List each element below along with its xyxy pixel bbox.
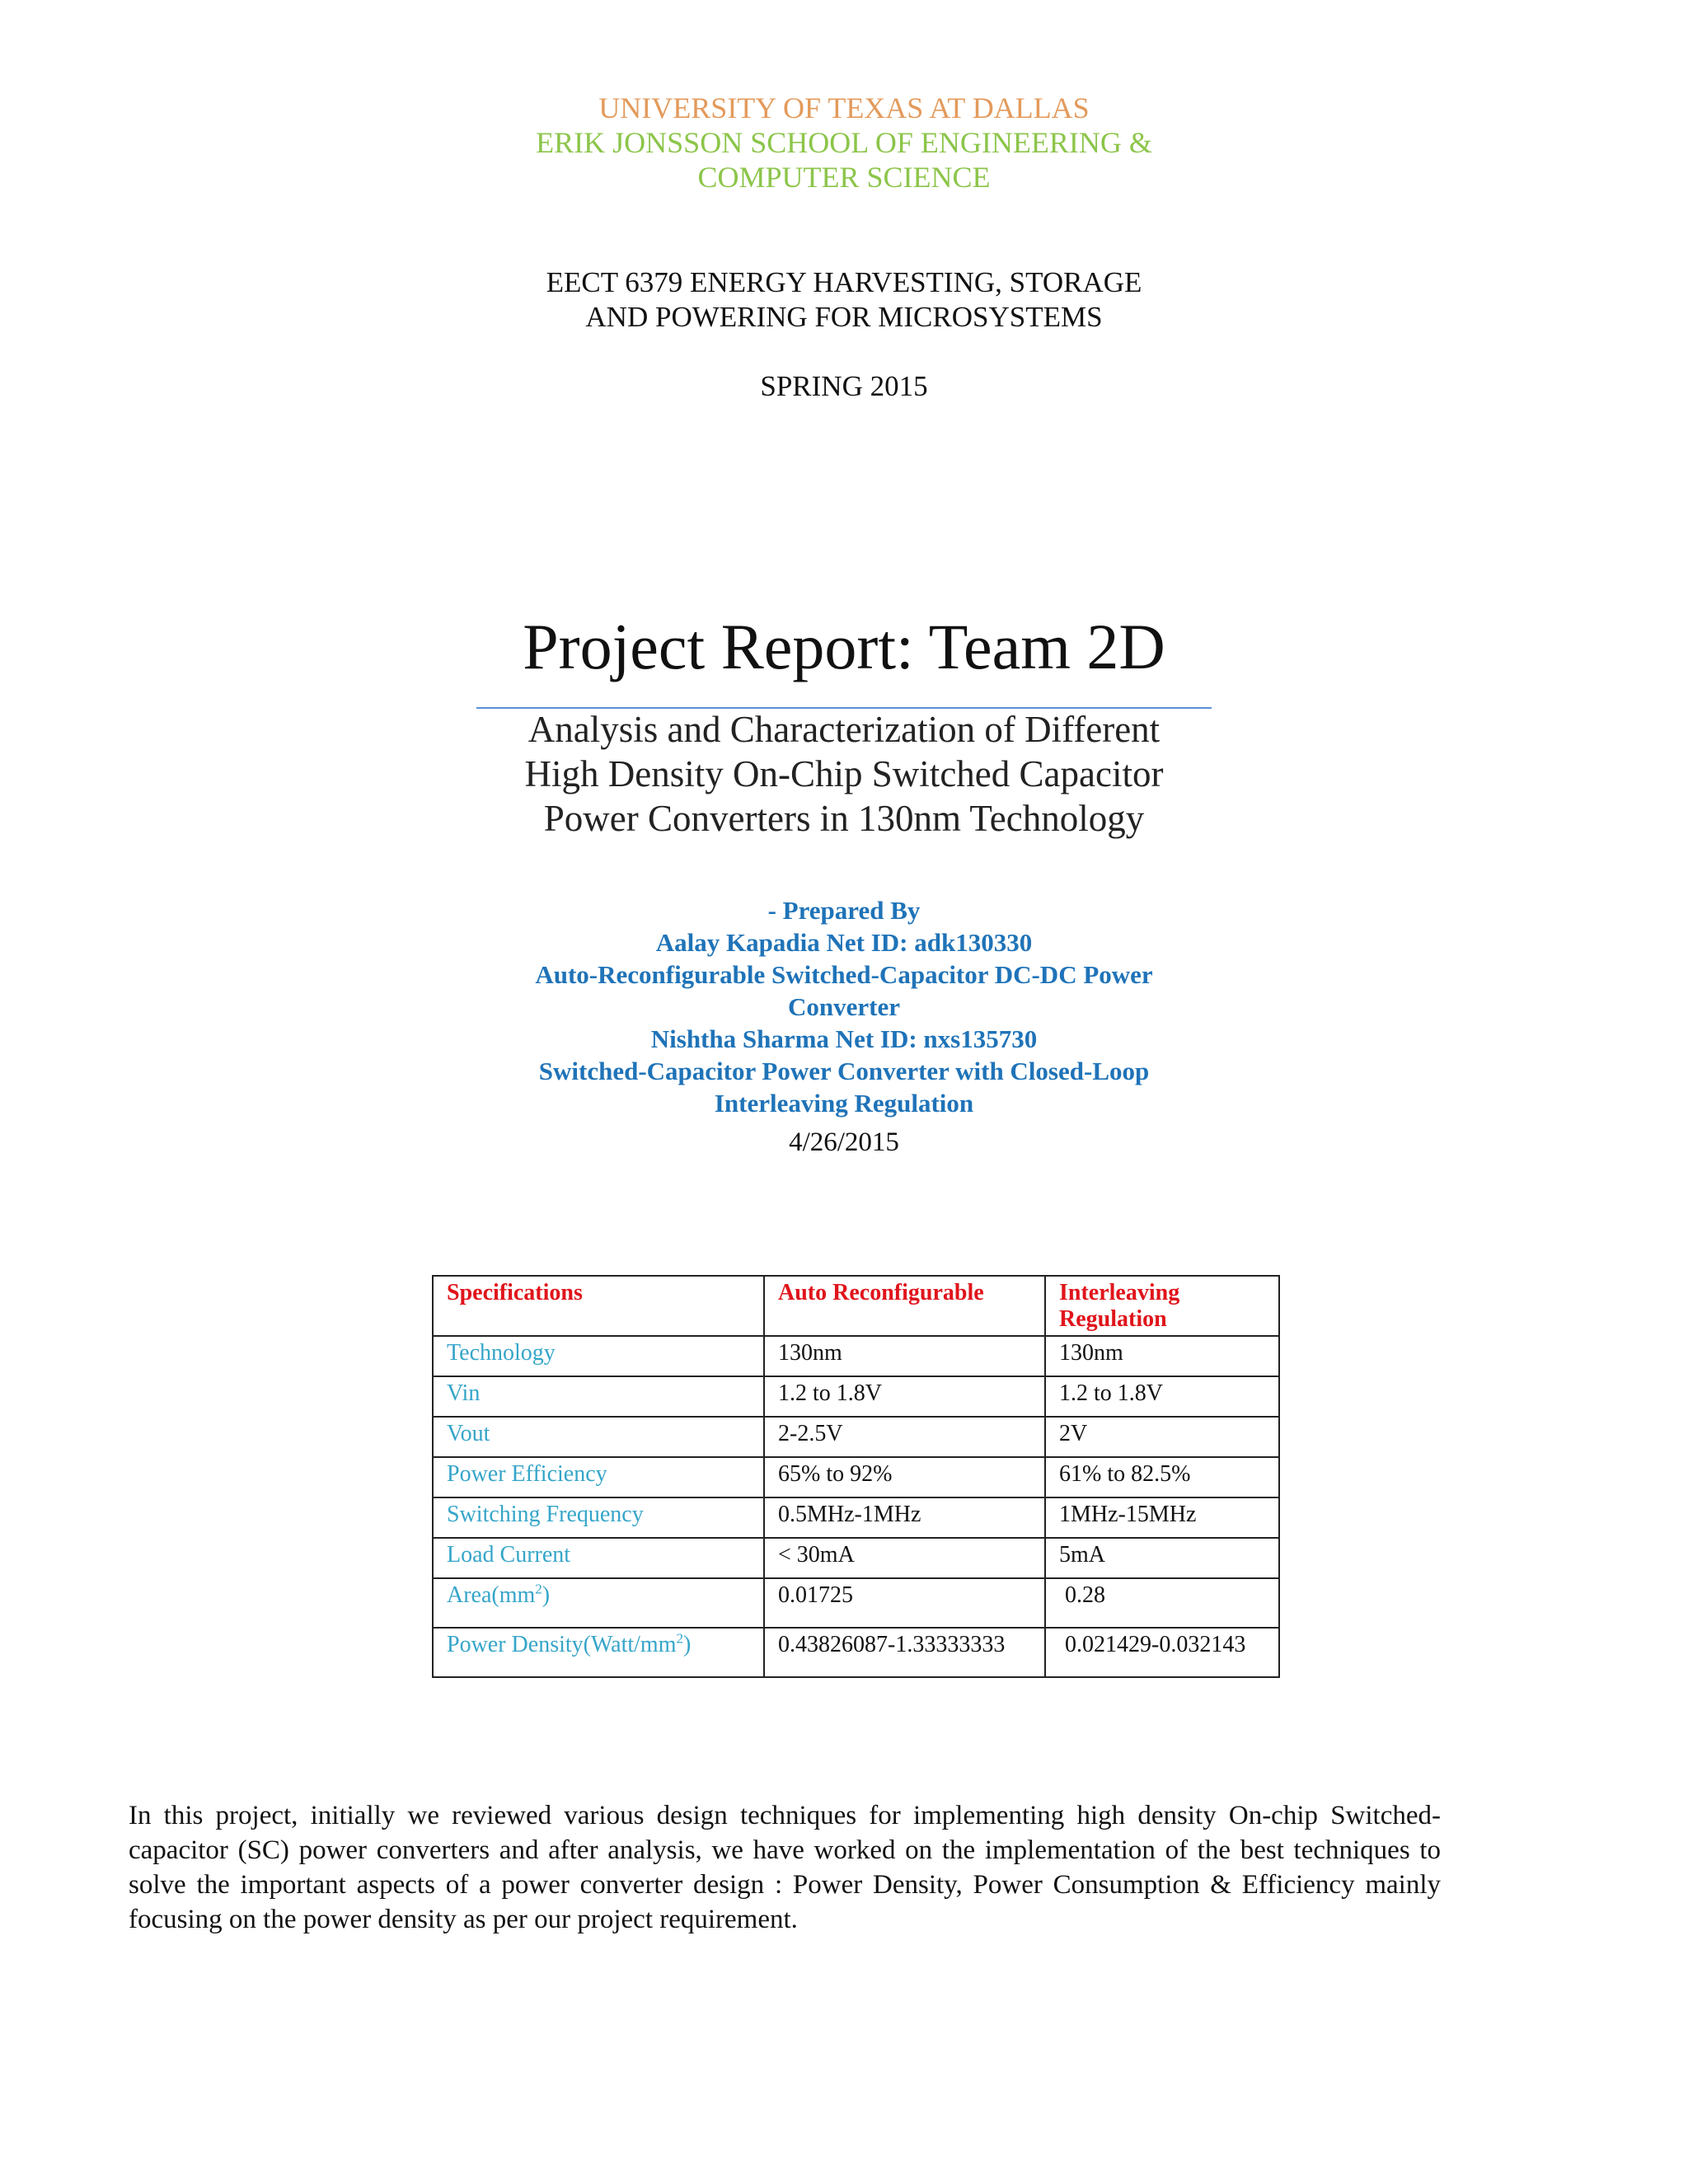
auto-value: 1.2 to 1.8V — [764, 1376, 1045, 1417]
spec-label: Vout — [433, 1417, 764, 1457]
inter-value: 1MHz-15MHz — [1045, 1497, 1279, 1538]
inter-value-text: 0.021429-0.032143 — [1065, 1632, 1246, 1657]
auto-value: 0.01725 — [764, 1578, 1045, 1628]
report-date: 4/26/2015 — [789, 1127, 899, 1157]
spec-label: Power Efficiency — [433, 1457, 764, 1497]
table-row — [433, 1376, 1279, 1417]
auto-value: 0.5MHz-1MHz — [764, 1497, 1045, 1538]
auto-value: 2-2.5V — [764, 1417, 1045, 1457]
author2-topic-line2: Interleaving Regulation — [714, 1089, 974, 1118]
density-label-pre: Power Density(Watt/mm — [447, 1632, 677, 1657]
course-title — [0, 265, 1688, 335]
auto-value: 65% to 92% — [764, 1457, 1045, 1497]
report-title: Project Report: Team 2D — [523, 611, 1165, 682]
spec-label: Load Current — [433, 1538, 764, 1578]
inter-value — [1045, 1578, 1279, 1628]
university-name: UNIVERSITY OF TEXAS AT DALLAS — [598, 91, 1090, 124]
prepared-by-label: - Prepared By — [767, 896, 921, 925]
auto-value: < 30mA — [764, 1538, 1045, 1578]
inter-value: 130nm — [1045, 1336, 1279, 1376]
auto-value: 0.43826087-1.33333333 — [764, 1628, 1045, 1677]
table-row — [433, 1578, 1279, 1628]
subtitle-line1: Analysis and Characterization of Different — [528, 709, 1160, 750]
author2-topic-line1: Switched-Capacitor Power Converter with Closed-Loop — [538, 1057, 1150, 1085]
inter-value: 5mA — [1045, 1538, 1279, 1578]
author1-topic-line2: Converter — [788, 992, 900, 1021]
author1: Aalay Kapadia Net ID: adk130330 — [655, 928, 1033, 957]
prepared-by-block — [0, 894, 1688, 1119]
density-label-sup: 2 — [676, 1630, 683, 1647]
table-row — [433, 1417, 1279, 1457]
inter-value: 1.2 to 1.8V — [1045, 1376, 1279, 1417]
author2: Nishtha Sharma Net ID: nxs135730 — [650, 1024, 1038, 1053]
university-header — [0, 91, 1688, 194]
author1-topic-line1: Auto-Reconfigurable Switched-Capacitor DC-DC Power — [535, 960, 1153, 989]
spec-label-power-density — [433, 1628, 764, 1677]
specifications-table — [432, 1275, 1280, 1678]
header-auto-reconfigurable: Auto Reconfigurable — [764, 1276, 1045, 1336]
spec-label: Vin — [433, 1376, 764, 1417]
school-name-line2: COMPUTER SCIENCE — [697, 161, 991, 194]
inter-value-text: 0.28 — [1065, 1582, 1105, 1608]
auto-value: 130nm — [764, 1336, 1045, 1376]
header-specifications: Specifications — [433, 1276, 764, 1336]
spec-label: Technology — [433, 1336, 764, 1376]
subtitle-line3: Power Converters in 130nm Technology — [543, 798, 1145, 839]
inter-value: 61% to 82.5% — [1045, 1457, 1279, 1497]
term: SPRING 2015 — [760, 370, 928, 402]
spec-label: Switching Frequency — [433, 1497, 764, 1538]
intro-paragraph: In this project, initially we reviewed various design techniques for implementing high density On-chip Switched-capacitor (SC) power converters and after analysis, we have worked on the implementation of the best techniques to solve the important aspects of a power converter design : Power Density, Power Consumption & Efficiency mainly focusing on the power density as per our project requirement. — [129, 1801, 1441, 1934]
table-row — [433, 1628, 1279, 1677]
inter-value: 2V — [1045, 1417, 1279, 1457]
spec-label-area — [433, 1578, 764, 1628]
header-interleaving-regulation: Interleaving Regulation — [1045, 1276, 1279, 1336]
area-label-post: ) — [542, 1582, 551, 1608]
report-subtitle — [0, 707, 1688, 841]
subtitle-line2: High Density On-Chip Switched Capacitor — [524, 753, 1164, 794]
inter-value — [1045, 1628, 1279, 1677]
table-row — [433, 1336, 1279, 1376]
course-title-line1: EECT 6379 ENERGY HARVESTING, STORAGE — [546, 266, 1142, 298]
school-name-line1: ERIK JONSSON SCHOOL OF ENGINEERING & — [536, 126, 1152, 159]
area-label-sup: 2 — [535, 1581, 542, 1597]
table-header-row — [433, 1276, 1279, 1336]
table-row — [433, 1497, 1279, 1538]
table-row — [433, 1457, 1279, 1497]
table-row — [433, 1538, 1279, 1578]
course-title-line2: AND POWERING FOR MICROSYSTEMS — [585, 301, 1103, 333]
density-label-post: ) — [682, 1632, 692, 1657]
area-label-pre: Area(mm — [447, 1582, 536, 1608]
